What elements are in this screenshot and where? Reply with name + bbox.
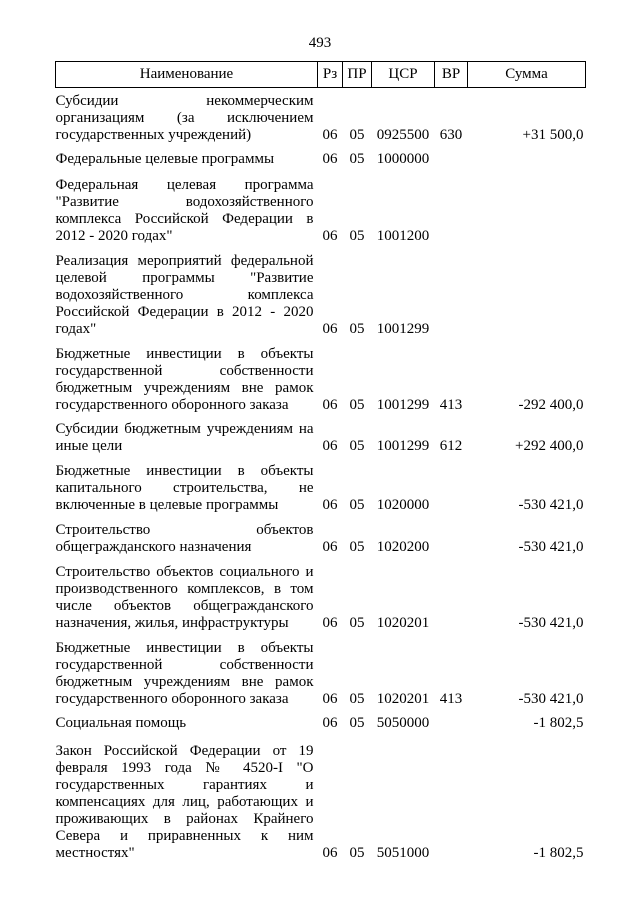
header-pr: ПР — [343, 62, 372, 88]
table-row — [56, 418, 586, 459]
header-csr: ЦСР — [372, 62, 435, 88]
row-vr — [435, 459, 468, 518]
row-rz: 06 — [322, 690, 338, 707]
row-rz: 06 — [322, 714, 338, 731]
table-row — [56, 636, 586, 712]
row-sum: -530 421,0 — [518, 614, 584, 631]
row-name: Строительство объектов общегражданского назначения — [55, 521, 314, 555]
row-vr: 612 — [439, 437, 463, 454]
table-row — [56, 249, 586, 342]
table-row — [56, 712, 586, 736]
row-vr: 630 — [439, 126, 463, 143]
row-vr — [435, 172, 468, 249]
table-row — [56, 560, 586, 636]
row-rz: 06 — [322, 844, 338, 861]
row-csr: 5051000 — [376, 844, 430, 861]
row-csr: 1020000 — [376, 496, 430, 513]
row-sum — [468, 249, 586, 342]
header-name: Наименование — [56, 62, 318, 88]
row-pr: 05 — [349, 126, 365, 143]
row-vr — [435, 560, 468, 636]
row-rz: 06 — [322, 437, 338, 454]
row-sum: -530 421,0 — [518, 690, 584, 707]
row-pr: 05 — [349, 396, 365, 413]
table-row — [56, 342, 586, 418]
row-name: Реализация мероприятий федеральной целевой программы "Развитие водохозяйственного комплекса Российской Федерации в 2012 - 2020 годах" — [55, 252, 314, 337]
row-pr: 05 — [349, 690, 365, 707]
row-sum: +31 500,0 — [522, 126, 584, 143]
header-vr: ВР — [435, 62, 468, 88]
row-name: Строительство объектов социального и производственного комплексов, в том числе объектов общегражданского назначения, жилья, инфраструктуры — [55, 563, 314, 631]
row-name: Субсидии некоммерческим организациям (за исключением государственных учреждений) — [55, 92, 314, 143]
row-csr: 1001299 — [376, 437, 430, 454]
table-row — [56, 518, 586, 560]
row-vr — [435, 249, 468, 342]
row-name: Социальная помощь — [55, 714, 187, 731]
row-csr: 1020200 — [376, 538, 430, 555]
row-rz: 06 — [322, 614, 338, 631]
page-number: 493 — [308, 35, 332, 51]
header-rz: Рз — [318, 62, 343, 88]
budget-table — [55, 61, 586, 866]
row-rz: 06 — [322, 320, 338, 337]
row-pr: 05 — [349, 437, 365, 454]
row-vr: 413 — [439, 396, 463, 413]
row-name: Бюджетные инвестиции в объекты государственной собственности бюджетным учреждениям вне рамок государственного оборонного заказа — [55, 639, 314, 707]
row-pr: 05 — [349, 714, 365, 731]
row-name: Бюджетные инвестиции в объекты государственной собственности бюджетным учреждениям вне рамок государственного оборонного заказа — [55, 345, 314, 413]
row-csr: 1020201 — [376, 614, 430, 631]
row-csr: 1001299 — [376, 320, 430, 337]
table-row — [56, 88, 586, 148]
header-sum: Сумма — [468, 62, 586, 88]
row-name: Закон Российской Федерации от 19 февраля 1993 года № 4520-I "О государственных гарантиях и компенсациях для лиц, работающих и проживающих в районах Крайнего Севера и приравненных к ним местностях" — [55, 742, 314, 861]
row-pr: 05 — [349, 844, 365, 861]
row-pr: 05 — [349, 538, 365, 555]
table-row — [56, 459, 586, 518]
row-csr: 5050000 — [376, 714, 430, 731]
row-pr: 05 — [349, 496, 365, 513]
table-row — [56, 148, 586, 172]
row-sum: -292 400,0 — [518, 396, 584, 413]
row-sum: +292 400,0 — [515, 437, 584, 454]
row-name: Федеральная целевая программа "Развитие водохозяйственного комплекса Российской Федерации в 2012 - 2020 годах" — [55, 176, 314, 244]
row-rz: 06 — [322, 396, 338, 413]
row-csr: 1020201 — [376, 690, 430, 707]
row-pr: 05 — [349, 614, 365, 631]
table-row — [56, 736, 586, 866]
table-row — [56, 172, 586, 249]
row-vr — [435, 518, 468, 560]
row-sum: -1 802,5 — [533, 714, 584, 731]
row-vr — [435, 712, 468, 736]
row-name: Федеральные целевые программы — [55, 150, 275, 167]
row-rz: 06 — [322, 150, 338, 167]
row-vr — [435, 148, 468, 172]
row-vr — [435, 736, 468, 866]
row-rz: 06 — [322, 227, 338, 244]
row-name: Бюджетные инвестиции в объекты капитального строительства, не включенные в целевые программы — [55, 462, 314, 513]
row-pr: 05 — [349, 227, 365, 244]
row-name: Субсидии бюджетным учреждениям на иные цели — [55, 420, 314, 454]
row-csr: 0925500 — [376, 126, 430, 143]
row-rz: 06 — [322, 496, 338, 513]
row-csr: 1001299 — [376, 396, 430, 413]
row-rz: 06 — [322, 126, 338, 143]
row-sum: -530 421,0 — [518, 496, 584, 513]
row-csr: 1001200 — [376, 227, 430, 244]
row-sum: -530 421,0 — [518, 538, 584, 555]
row-pr: 05 — [349, 150, 365, 167]
row-sum — [468, 172, 586, 249]
row-sum — [468, 148, 586, 172]
table-header-row — [56, 62, 586, 88]
row-vr: 413 — [439, 690, 463, 707]
row-rz: 06 — [322, 538, 338, 555]
row-csr: 1000000 — [376, 150, 430, 167]
row-sum: -1 802,5 — [533, 844, 584, 861]
row-pr: 05 — [349, 320, 365, 337]
